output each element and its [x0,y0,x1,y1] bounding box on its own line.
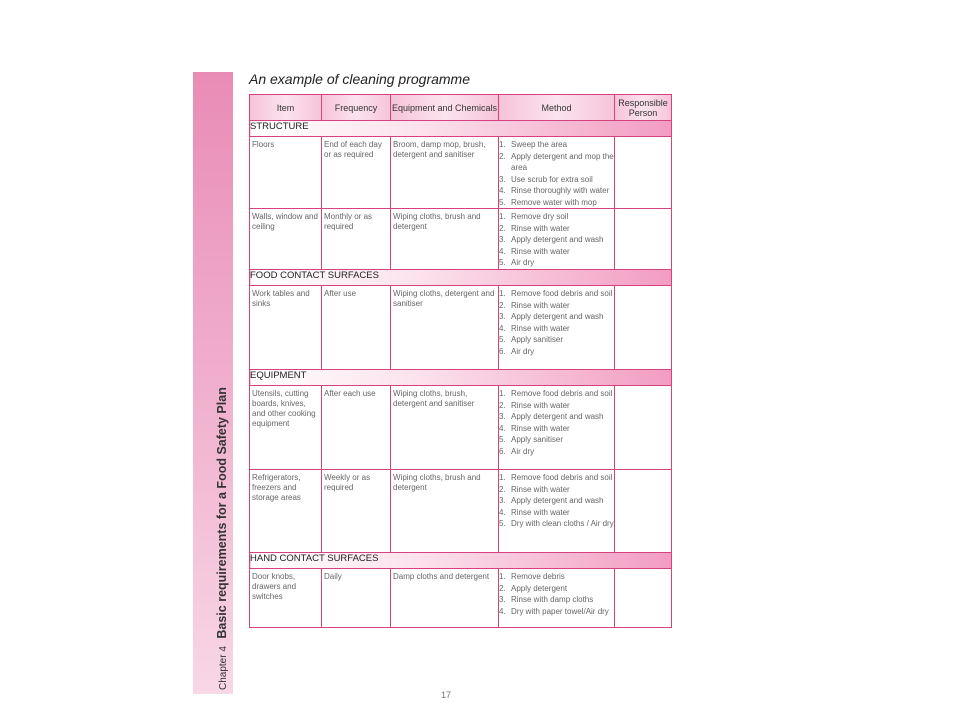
method-step-number: 5. [499,519,506,528]
method-step-text: Rinse with water [511,223,570,233]
method-cell [499,386,615,470]
method-step [499,197,614,209]
header-item: Item [250,95,322,121]
method-step [499,211,614,223]
method-step-text: Remove debris [511,572,565,581]
table-row [250,470,672,553]
cleaning-programme-table [249,94,672,628]
responsible-cell [615,470,671,473]
method-cell [499,569,615,628]
method-cell [499,209,615,270]
method-step [499,323,614,335]
method-step-number: 5. [499,435,506,444]
method-step [499,571,614,583]
table-row [250,286,672,370]
method-step [499,446,614,458]
section-title: STRUCTURE [250,121,672,137]
method-step-text: Apply detergent and wash [511,235,604,244]
method-step [499,311,614,323]
method-step-text: Air dry [511,346,535,356]
item-cell: Door knobs, drawers and switches [252,572,297,601]
table-row [250,569,672,628]
method-step-number: 2. [499,151,506,161]
table-row [250,386,672,470]
method-step-text: Rinse with water [511,246,570,256]
method-step-text: Air dry [511,446,535,456]
section-title: FOOD CONTACT SURFACES [250,270,672,286]
method-step-number: 3. [499,595,506,604]
method-step-number: 4. [499,423,506,433]
method-step-number: 5. [499,335,506,344]
method-step-text: Rinse with water [511,484,570,494]
section-header-row [250,121,672,137]
method-step [499,411,614,423]
method-step [499,300,614,312]
chapter-heading [213,387,231,690]
frequency-cell: Daily [324,572,342,581]
method-step-number: 3. [499,312,506,321]
frequency-cell: End of each day or as required [324,140,382,159]
item-cell: Work tables and sinks [252,289,310,308]
table-row [250,137,672,209]
method-step [499,583,614,595]
method-step-number: 3. [499,412,506,421]
chapter-label: Chapter 4 [218,646,229,690]
method-step [499,151,614,174]
method-step-number: 5. [499,258,506,267]
header-equipment: Equipment and Chemicals [391,95,499,121]
table-row [250,209,672,270]
chapter-title: Basic requirements for a Food Safety Plan [215,387,229,639]
method-step [499,388,614,400]
method-step [499,434,614,446]
method-step-text: Use scrub for extra soil [511,174,593,184]
method-steps [499,209,614,269]
method-step-number: 5. [499,197,506,207]
method-step [499,423,614,435]
method-cell [499,286,615,370]
method-step-text: Remove dry soil [511,212,569,221]
method-step-text: Remove food debris and soil [511,389,613,398]
method-step-text: Rinse with water [511,423,570,433]
item-cell: Floors [252,140,275,149]
item-cell: Refrigerators, freezers and storage areas [252,473,301,502]
method-step [499,518,614,530]
frequency-cell: Monthly or as required [324,212,373,231]
header-frequency: Frequency [322,95,391,121]
item-cell: Utensils, cutting boards, knives, and other cooking equipment [252,389,316,428]
method-step-number: 6. [499,446,506,456]
responsible-cell [615,209,671,212]
method-step-text: Dry with paper towel/Air dry [511,606,609,616]
method-step-text: Apply detergent [511,583,568,593]
method-step [499,346,614,358]
method-step-text: Rinse with water [511,323,570,333]
method-step [499,507,614,519]
method-step [499,185,614,197]
method-steps [499,286,614,357]
method-step-text: Remove food debris and soil [511,473,613,482]
method-step-text: Apply sanitiser [511,335,564,344]
equipment-cell: Wiping cloths, brush and detergent [393,212,481,231]
equipment-cell: Wiping cloths, brush, detergent and sanitiser [393,389,475,408]
method-step-text: Sweep the area [511,140,568,149]
method-step-number: 6. [499,346,506,356]
frequency-cell: Weekly or as required [324,473,371,492]
method-step-number: 1. [499,140,506,149]
method-step-number: 4. [499,246,506,256]
frequency-cell: After use [324,289,357,298]
method-step-number: 3. [499,496,506,505]
page-number: 17 [441,690,452,700]
method-step [499,472,614,484]
method-step-number: 4. [499,606,506,616]
method-step-number: 3. [499,235,506,244]
method-step-number: 1. [499,473,506,482]
method-step-text: Apply detergent and mop the area [511,151,614,172]
responsible-cell [615,286,671,289]
method-step-number: 2. [499,300,506,310]
section-title: HAND CONTACT SURFACES [250,553,672,569]
method-step-text: Rinse with water [511,400,570,410]
method-cell [499,137,615,209]
method-step [499,334,614,346]
section-title: EQUIPMENT [250,370,672,386]
method-step-number: 1. [499,389,506,398]
equipment-cell: Wiping cloths, brush and detergent [393,473,481,492]
method-steps [499,470,614,530]
method-step [499,606,614,618]
method-step [499,594,614,606]
method-step-number: 4. [499,507,506,517]
method-steps [499,137,614,208]
method-step [499,400,614,412]
section-header-row [250,270,672,286]
method-step-text: Dry with clean cloths / Air dry [511,519,614,528]
table-header-row [250,95,672,121]
method-step [499,288,614,300]
method-step-number: 1. [499,572,506,581]
method-step-number: 2. [499,484,506,494]
method-step-number: 4. [499,323,506,333]
frequency-cell: After each use [324,389,376,398]
method-step-text: Rinse thoroughly with water [511,186,610,195]
method-step [499,223,614,235]
method-step-number: 1. [499,212,506,221]
section-header-row [250,553,672,569]
method-step [499,495,614,507]
responsible-cell [615,569,671,572]
responsible-cell [615,137,671,140]
method-step [499,139,614,151]
method-step-text: Rinse with damp cloths [511,595,594,604]
method-step-text: Rinse with water [511,507,570,517]
responsible-cell [615,386,671,389]
section-header-row [250,370,672,386]
method-step-text: Air dry [511,258,535,267]
equipment-cell: Broom, damp mop, brush, detergent and sanitiser [393,140,486,159]
header-responsible: Responsible Person [615,95,672,121]
method-step-number: 4. [499,186,506,195]
method-step-number: 3. [499,174,506,184]
method-step-text: Apply detergent and wash [511,412,604,421]
method-step [499,484,614,496]
method-step-text: Rinse with water [511,300,570,310]
method-step-text: Apply detergent and wash [511,312,604,321]
method-steps [499,569,614,617]
equipment-cell: Damp cloths and detergent [393,572,490,581]
method-step-number: 1. [499,289,506,298]
method-step [499,174,614,186]
item-cell: Walls, window and ceiling [252,212,318,231]
method-step [499,257,614,269]
page-title: An example of cleaning programme [249,71,471,87]
method-step-number: 2. [499,400,506,410]
method-step-number: 2. [499,223,506,233]
method-step [499,234,614,246]
method-steps [499,386,614,457]
method-step-text: Apply detergent and wash [511,496,604,505]
method-step [499,246,614,258]
equipment-cell: Wiping cloths, detergent and sanitiser [393,289,495,308]
header-method: Method [499,95,615,121]
method-step-text: Remove water with mop [511,197,597,207]
method-step-text: Remove food debris and soil [511,289,613,298]
method-step-text: Apply sanitiser [511,435,564,444]
method-step-number: 2. [499,583,506,593]
method-cell [499,470,615,553]
